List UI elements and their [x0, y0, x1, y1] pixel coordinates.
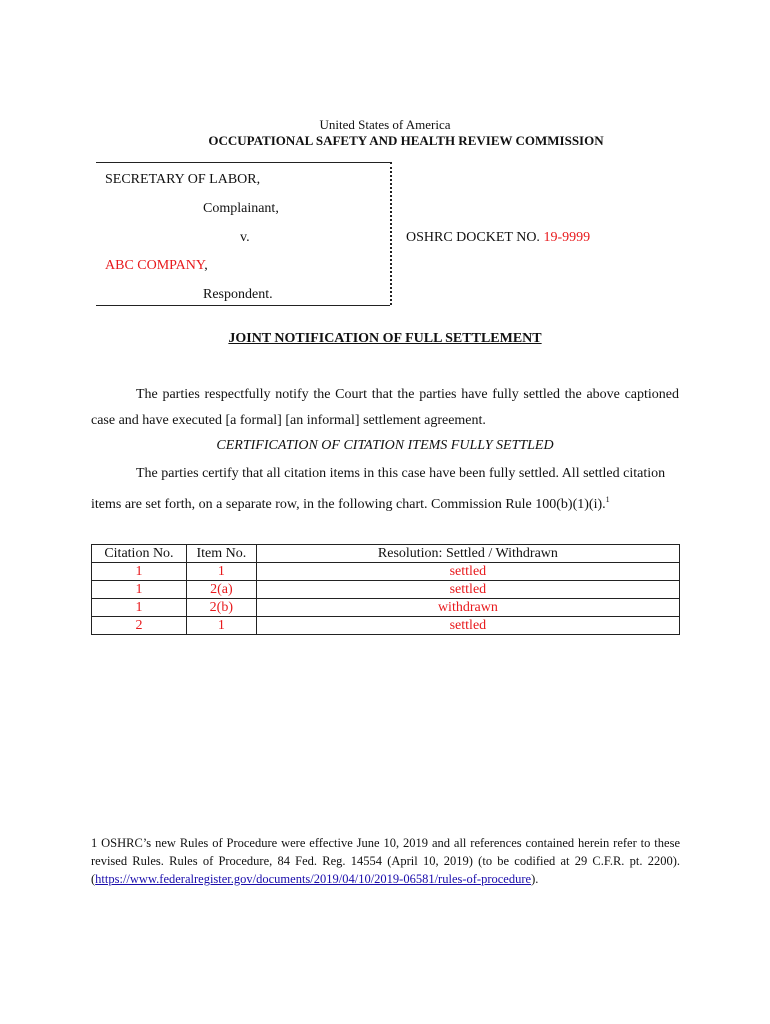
- citation-no-cell: 1: [92, 581, 187, 599]
- item-no-cell: 2(a): [186, 581, 256, 599]
- respondent-line: [105, 258, 208, 274]
- docket-label: OSHRC DOCKET NO.: [406, 230, 544, 245]
- certification-subheading: CERTIFICATION OF CITATION ITEMS FULLY SETTLED: [216, 438, 554, 453]
- footnote: [91, 834, 680, 888]
- caption-top-border: [96, 162, 390, 163]
- settlement-paragraph-text: The parties respectfully notify the Court that the parties have fully settled the above captioned case and have executed [a formal] [an informal] settlement agreement.: [91, 387, 679, 428]
- federal-register-link[interactable]: https://www.federalregister.gov/documents/2019/04/10/2019-06581/rules-of-procedure: [95, 872, 532, 886]
- item-no-cell: 1: [186, 617, 256, 635]
- item-no-header: Item No.: [186, 545, 256, 563]
- settlement-paragraph: [91, 382, 679, 434]
- citation-no-header: Citation No.: [92, 545, 187, 563]
- respondent-role: Respondent.: [203, 287, 273, 302]
- citation-items-table: [91, 544, 680, 635]
- caption-right-border: [390, 162, 392, 305]
- item-no-cell: 2(b): [186, 599, 256, 617]
- citation-no-cell: 2: [92, 617, 187, 635]
- item-no-cell: 1: [186, 563, 256, 581]
- resolution-cell: withdrawn: [256, 599, 679, 617]
- footnote-reference[interactable]: 1: [605, 495, 610, 504]
- docket-line: [406, 230, 590, 246]
- footnote-number: 1: [91, 836, 98, 850]
- complainant-name: SECRETARY OF LABOR,: [105, 172, 261, 187]
- caption-bottom-border: [96, 305, 390, 306]
- document-title: JOINT NOTIFICATION OF FULL SETTLEMENT: [228, 331, 542, 346]
- certification-paragraph-text: The parties certify that all citation items in this case have been fully settled. All settled citation items are set forth, on a separate row, in the following chart. Commission Rule 100(b)(1)(i).: [91, 466, 666, 512]
- docket-number: 19-9999: [543, 230, 591, 245]
- country-heading: United States of America: [319, 117, 451, 132]
- resolution-header: Resolution: Settled / Withdrawn: [256, 545, 679, 563]
- certification-paragraph: [91, 461, 679, 518]
- citation-no-cell: 1: [92, 599, 187, 617]
- footnote-text: OSHRC’s new Rules of Procedure were effective June 10, 2019 and all references contained herein refer to these revised Rules. Rules of Procedure, 84 Fed. Reg. 14554 (April 10, 2019) (to be codified at 29 C.F.R. pt. 2200). (: [91, 836, 680, 886]
- table-row: [92, 581, 680, 599]
- resolution-cell: settled: [256, 617, 679, 635]
- respondent-name: ABC COMPANY: [105, 258, 205, 273]
- versus-label: v.: [240, 230, 250, 245]
- respondent-comma: ,: [204, 258, 208, 273]
- resolution-cell: settled: [256, 563, 679, 581]
- table-row: [92, 563, 680, 581]
- commission-heading: OCCUPATIONAL SAFETY AND HEALTH REVIEW COMMISSION: [208, 133, 604, 148]
- resolution-cell: settled: [256, 581, 679, 599]
- table-row: [92, 599, 680, 617]
- table-row: [92, 617, 680, 635]
- complainant-role: Complainant,: [203, 201, 279, 216]
- footnote-suffix: ).: [531, 872, 539, 886]
- citation-no-cell: 1: [92, 563, 187, 581]
- table-header-row: [92, 545, 680, 563]
